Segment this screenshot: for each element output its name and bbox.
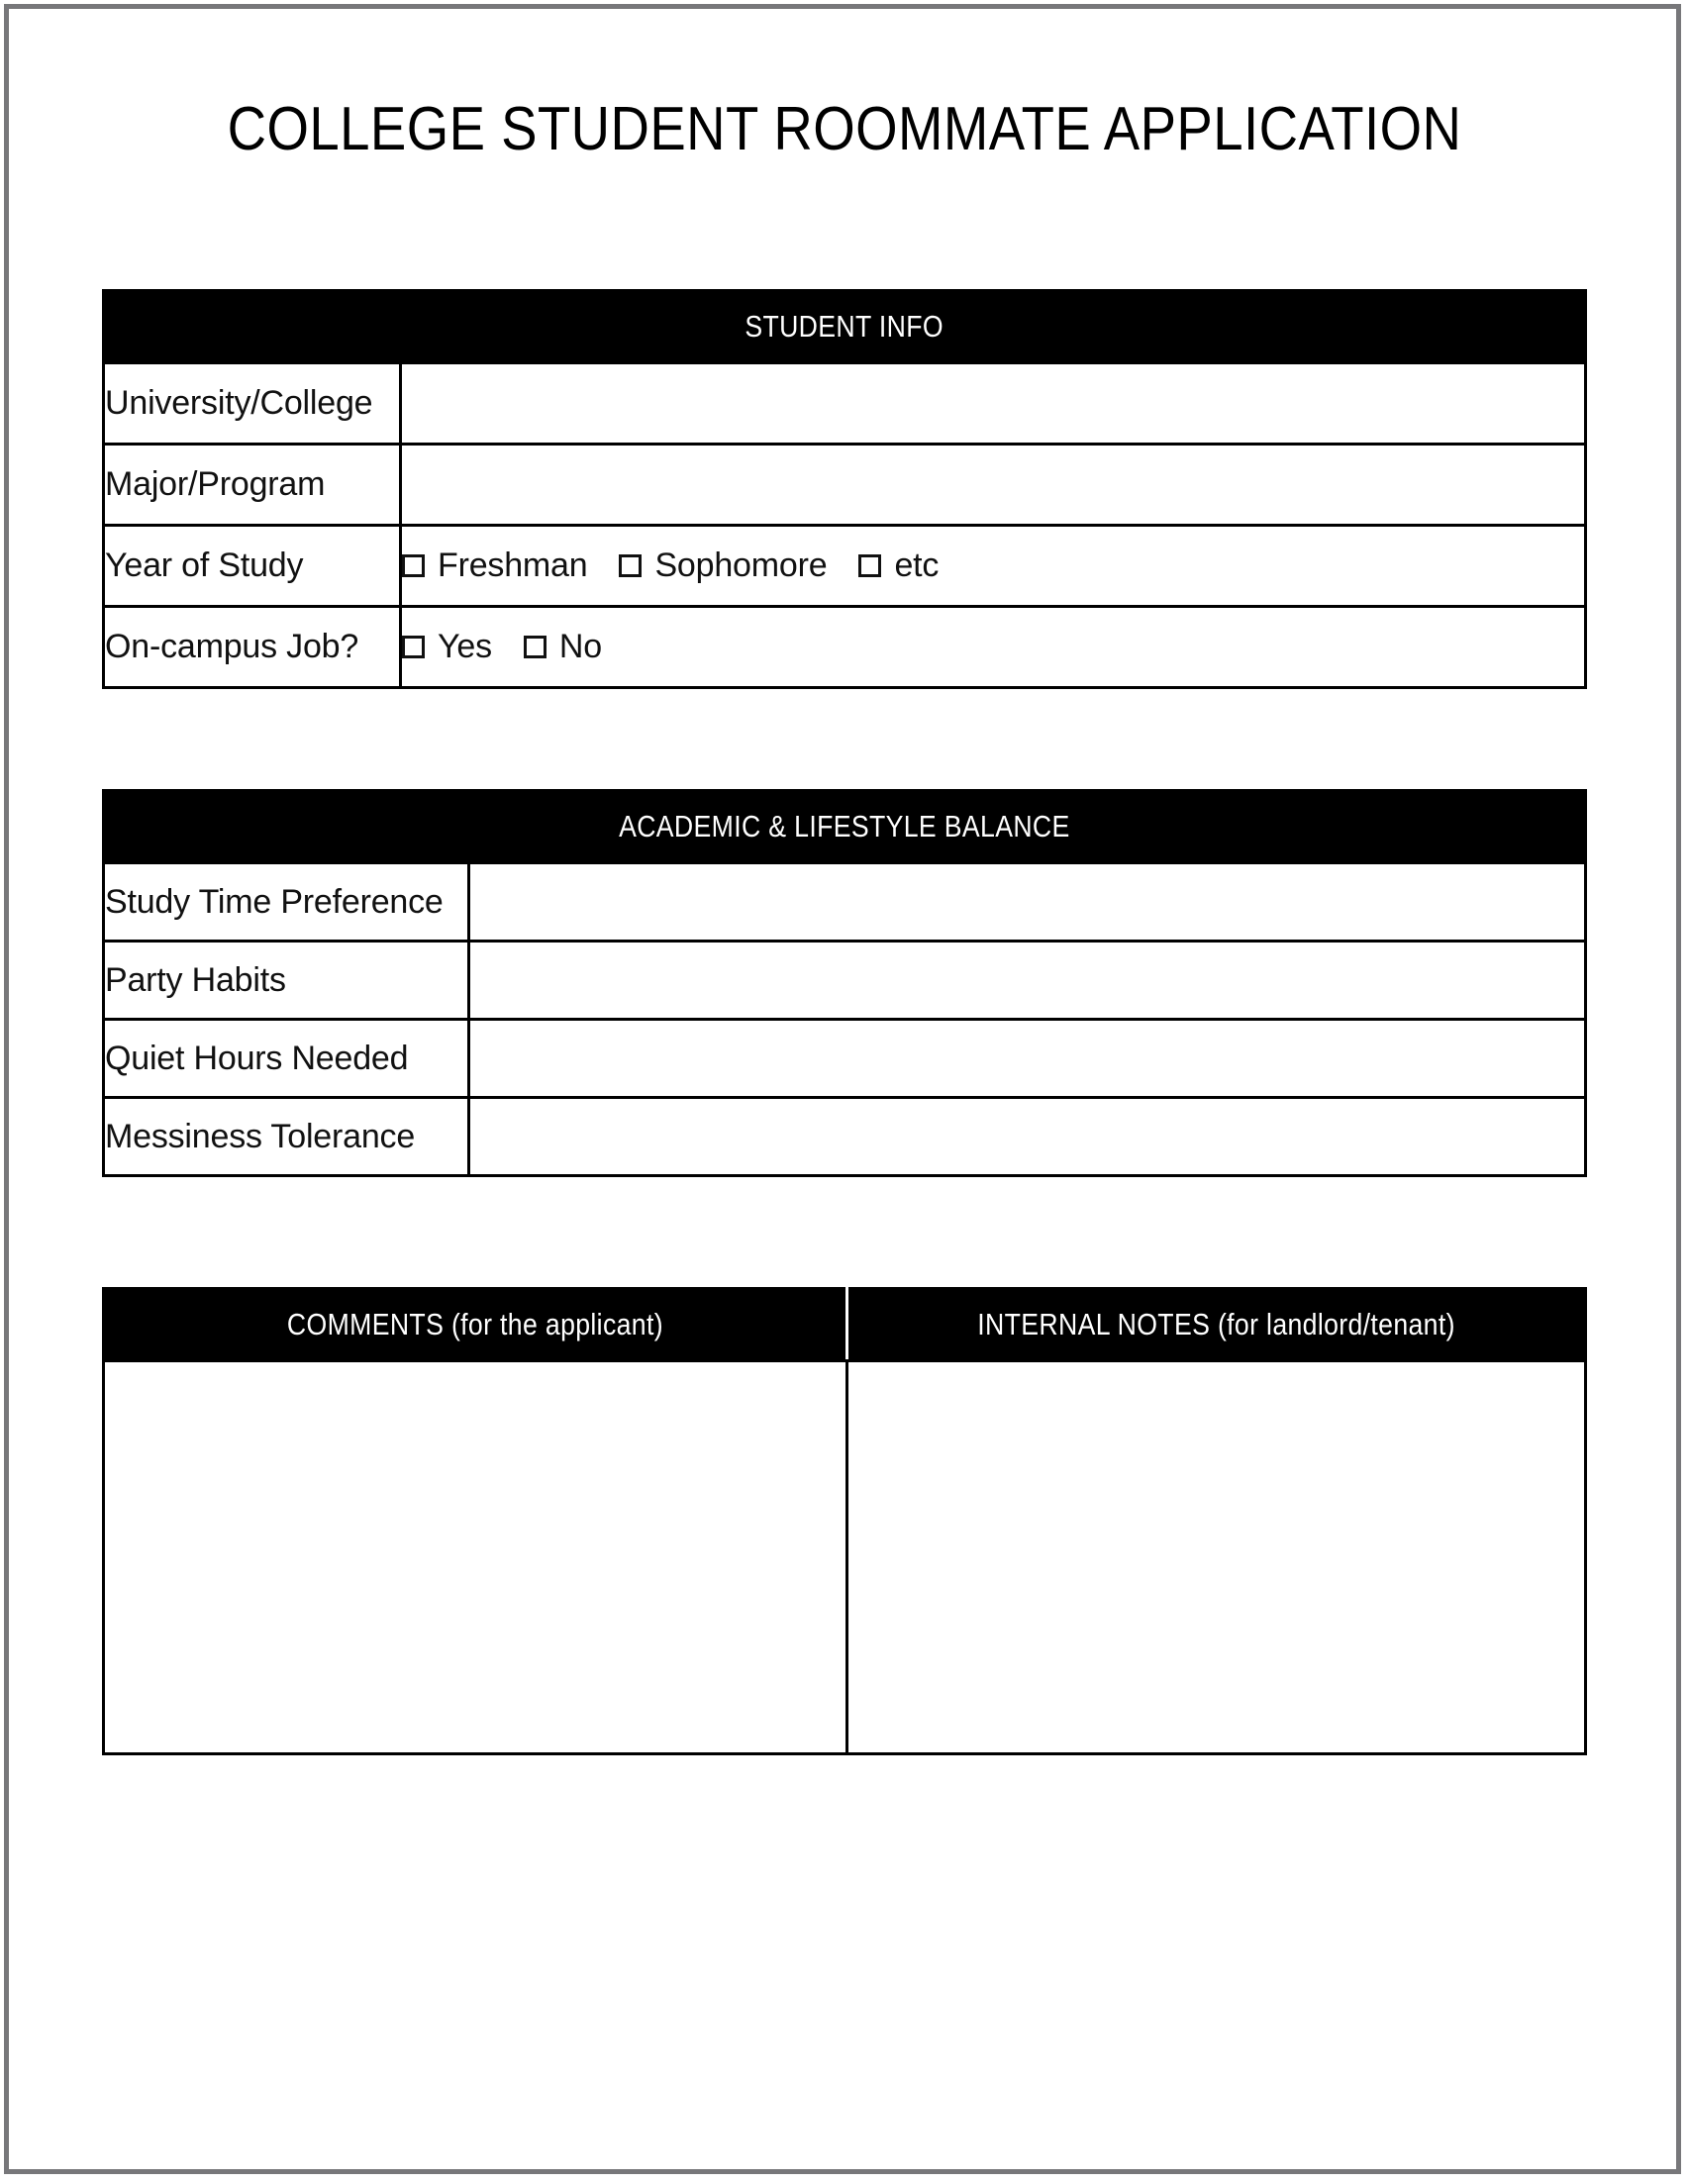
checkbox-label: Freshman	[438, 546, 588, 584]
section-heading-student-info	[104, 291, 1586, 363]
checkbox-label: Sophomore	[654, 546, 828, 584]
section-heading-academic-lifestyle-balance	[104, 791, 1586, 863]
checkbox-group-on-campus-job	[402, 628, 1584, 666]
comments-notes-table	[102, 1287, 1587, 1755]
field-value-party-habits[interactable]	[469, 942, 1586, 1020]
section-heading-text: INTERNAL NOTES (for landlord/tenant)	[977, 1307, 1455, 1341]
checkbox-group-year-of-study	[402, 546, 1584, 585]
table-row	[104, 363, 1586, 445]
field-label-party-habits: Party Habits	[104, 942, 469, 1020]
section-header-row	[104, 1289, 1586, 1361]
section-student-info	[102, 289, 1587, 689]
checkbox-option-yes[interactable]	[402, 628, 492, 666]
table-row	[104, 1098, 1586, 1176]
checkbox-option-freshman[interactable]	[402, 546, 587, 585]
section-heading-text: STUDENT INFO	[745, 309, 944, 344]
section-heading-text: COMMENTS (for the applicant)	[286, 1307, 664, 1341]
field-label-university-college: University/College	[104, 363, 401, 445]
checkbox-label: Yes	[438, 628, 492, 665]
field-label-quiet-hours-needed: Quiet Hours Needed	[104, 1020, 469, 1098]
checkbox-icon[interactable]	[858, 554, 881, 577]
field-value-messiness-tolerance[interactable]	[469, 1098, 1586, 1176]
field-label-study-time-preference: Study Time Preference	[104, 863, 469, 942]
field-value-year-of-study	[401, 526, 1586, 607]
checkbox-icon[interactable]	[524, 636, 546, 658]
checkbox-label: etc	[894, 546, 940, 584]
checkbox-option-etc[interactable]	[858, 546, 939, 585]
student-info-table	[102, 289, 1587, 689]
table-row	[104, 526, 1586, 607]
field-value-comments[interactable]	[104, 1361, 847, 1754]
field-label-year-of-study: Year of Study	[104, 526, 401, 607]
field-value-university-college[interactable]	[401, 363, 1586, 445]
field-value-on-campus-job	[401, 607, 1586, 688]
field-label-major-program: Major/Program	[104, 445, 401, 526]
section-comments-notes	[102, 1287, 1587, 1755]
field-value-study-time-preference[interactable]	[469, 863, 1586, 942]
field-value-major-program[interactable]	[401, 445, 1586, 526]
field-label-messiness-tolerance: Messiness Tolerance	[104, 1098, 469, 1176]
checkbox-option-no[interactable]	[524, 628, 602, 666]
academic-lifestyle-table	[102, 789, 1587, 1177]
checkbox-icon[interactable]	[619, 554, 642, 577]
section-header-row	[104, 791, 1586, 863]
field-label-on-campus-job: On-campus Job?	[104, 607, 401, 688]
checkbox-label: No	[558, 628, 602, 665]
field-value-quiet-hours-needed[interactable]	[469, 1020, 1586, 1098]
checkbox-icon[interactable]	[402, 554, 425, 577]
table-row	[104, 863, 1586, 942]
table-row	[104, 1361, 1586, 1754]
page-title: COLLEGE STUDENT ROOMMATE APPLICATION	[227, 95, 1462, 163]
checkbox-option-sophomore[interactable]	[619, 546, 827, 585]
field-value-internal-notes[interactable]	[847, 1361, 1586, 1754]
section-heading-text: ACADEMIC & LIFESTYLE BALANCE	[619, 809, 1070, 844]
section-heading-internal-notes	[847, 1289, 1586, 1361]
section-header-row	[104, 291, 1586, 363]
table-row	[104, 1020, 1586, 1098]
section-heading-comments	[104, 1289, 847, 1361]
section-academic-lifestyle-balance	[102, 789, 1587, 1177]
table-row	[104, 942, 1586, 1020]
table-row	[104, 607, 1586, 688]
checkbox-icon[interactable]	[402, 636, 425, 658]
table-row	[104, 445, 1586, 526]
